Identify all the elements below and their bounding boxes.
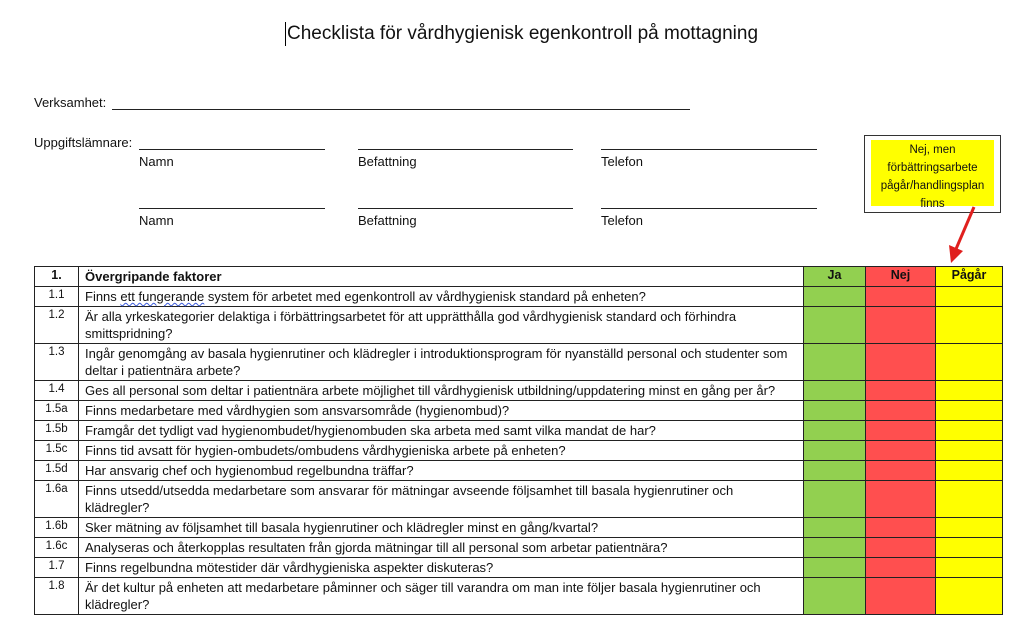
question-text: Är det kultur på enheten att medarbetare påminner och säger till varandra om man inte följer basala hygienrutiner och klädregler?	[79, 578, 804, 615]
telefon-field-line-1[interactable]	[601, 149, 817, 150]
table-row	[35, 578, 1003, 615]
question-text: Finns medarbetare med vårdhygien som ansvarsområde (hygienombud)?	[79, 401, 804, 421]
question-text-part: system för arbetet med egenkontroll av vårdhygienisk standard på enheten?	[204, 289, 646, 304]
answer-pagar-cell[interactable]	[936, 481, 1003, 518]
answer-pagar-cell[interactable]	[936, 558, 1003, 578]
answer-nej-cell[interactable]	[866, 518, 936, 538]
telefon-label-2: Telefon	[601, 213, 643, 228]
question-text-part: Finns	[85, 289, 121, 304]
answer-ja-cell[interactable]	[804, 401, 866, 421]
answer-nej-cell[interactable]	[866, 538, 936, 558]
answer-pagar-cell[interactable]	[936, 421, 1003, 441]
question-text: Analyseras och återkopplas resultaten från gjorda mätningar till all personal som arbetar patientnära?	[79, 538, 804, 558]
befattning-label-1: Befattning	[358, 154, 417, 169]
telefon-label-1: Telefon	[601, 154, 643, 169]
answer-pagar-cell[interactable]	[936, 441, 1003, 461]
question-text: Ingår genomgång av basala hygienrutiner och klädregler i introduktionsprogram för nyanställd personal och studenter som deltar i patientnära arbete?	[79, 344, 804, 381]
answer-pagar-cell[interactable]	[936, 381, 1003, 401]
verksamhet-label: Verksamhet:	[34, 95, 107, 110]
answer-pagar-cell[interactable]	[936, 538, 1003, 558]
answer-pagar-cell[interactable]	[936, 307, 1003, 344]
question-text: Har ansvarig chef och hygienombud regelbundna träffar?	[79, 461, 804, 481]
table-row	[35, 381, 1003, 401]
pagar-note-box	[864, 135, 1001, 213]
namn-label-1: Namn	[139, 154, 174, 169]
section-title: Övergripande faktorer	[79, 267, 804, 287]
question-number: 1.8	[35, 578, 79, 615]
question-text: Framgår det tydligt vad hygienombudet/hygienombuden ska arbeta med samt vilka mandat de har?	[79, 421, 804, 441]
answer-ja-cell[interactable]	[804, 481, 866, 518]
column-pagar-header: Pågår	[936, 267, 1003, 287]
answer-nej-cell[interactable]	[866, 344, 936, 381]
question-number: 1.7	[35, 558, 79, 578]
question-number: 1.6c	[35, 538, 79, 558]
answer-nej-cell[interactable]	[866, 578, 936, 615]
answer-pagar-cell[interactable]	[936, 401, 1003, 421]
answer-ja-cell[interactable]	[804, 307, 866, 344]
question-text: Finns utsedd/utsedda medarbetare som ansvarar för mätningar avseende följsamhet till basala hygienrutiner och klädregler?	[79, 481, 804, 518]
pagar-note-text: Nej, men förbättringsarbete pågår/handlingsplan finns	[871, 140, 994, 206]
question-number: 1.5a	[35, 401, 79, 421]
section-number: 1.	[35, 267, 79, 287]
table-row	[35, 287, 1003, 307]
question-text: Finns tid avsatt för hygien-ombudets/ombudens vårdhygieniska arbete på enheten?	[79, 441, 804, 461]
answer-nej-cell[interactable]	[866, 307, 936, 344]
text-cursor	[285, 22, 286, 46]
table-row	[35, 518, 1003, 538]
answer-ja-cell[interactable]	[804, 558, 866, 578]
answer-nej-cell[interactable]	[866, 401, 936, 421]
column-nej-header: Nej	[866, 267, 936, 287]
answer-pagar-cell[interactable]	[936, 461, 1003, 481]
answer-ja-cell[interactable]	[804, 441, 866, 461]
answer-pagar-cell[interactable]	[936, 578, 1003, 615]
answer-ja-cell[interactable]	[804, 381, 866, 401]
table-row	[35, 461, 1003, 481]
verksamhet-field-line[interactable]	[112, 109, 690, 110]
question-number: 1.6b	[35, 518, 79, 538]
checklist-table	[34, 266, 1003, 615]
question-number: 1.4	[35, 381, 79, 401]
table-row	[35, 481, 1003, 518]
question-number: 1.5d	[35, 461, 79, 481]
table-row	[35, 538, 1003, 558]
answer-nej-cell[interactable]	[866, 381, 936, 401]
question-number: 1.2	[35, 307, 79, 344]
table-row	[35, 344, 1003, 381]
answer-nej-cell[interactable]	[866, 421, 936, 441]
answer-nej-cell[interactable]	[866, 287, 936, 307]
answer-nej-cell[interactable]	[866, 481, 936, 518]
question-text: Finns regelbundna mötestider där vårdhygieniska aspekter diskuteras?	[79, 558, 804, 578]
table-row	[35, 558, 1003, 578]
namn-field-line-2[interactable]	[139, 208, 325, 209]
befattning-field-line-2[interactable]	[358, 208, 573, 209]
question-number: 1.5b	[35, 421, 79, 441]
table-row	[35, 441, 1003, 461]
answer-pagar-cell[interactable]	[936, 287, 1003, 307]
question-text: Är alla yrkeskategorier delaktiga i förbättringsarbetet för att upprätthålla god vårdhygienisk standard och förhindra smittspridning?	[79, 307, 804, 344]
question-number: 1.5c	[35, 441, 79, 461]
question-number: 1.6a	[35, 481, 79, 518]
namn-field-line-1[interactable]	[139, 149, 325, 150]
answer-nej-cell[interactable]	[866, 558, 936, 578]
telefon-field-line-2[interactable]	[601, 208, 817, 209]
question-text	[79, 287, 804, 307]
answer-nej-cell[interactable]	[866, 461, 936, 481]
table-header-row	[35, 267, 1003, 287]
answer-ja-cell[interactable]	[804, 461, 866, 481]
answer-ja-cell[interactable]	[804, 287, 866, 307]
question-number: 1.1	[35, 287, 79, 307]
befattning-field-line-1[interactable]	[358, 149, 573, 150]
table-row	[35, 401, 1003, 421]
answer-nej-cell[interactable]	[866, 441, 936, 461]
document-title: Checklista för vårdhygienisk egenkontroll på mottagning	[287, 23, 759, 44]
answer-ja-cell[interactable]	[804, 421, 866, 441]
answer-pagar-cell[interactable]	[936, 518, 1003, 538]
red-arrow-icon	[945, 205, 985, 265]
question-text: Ges all personal som deltar i patientnära arbete möjlighet till vårdhygienisk utbildning/uppdatering minst en gång per år?	[79, 381, 804, 401]
answer-ja-cell[interactable]	[804, 518, 866, 538]
answer-ja-cell[interactable]	[804, 538, 866, 558]
question-number: 1.3	[35, 344, 79, 381]
namn-label-2: Namn	[139, 213, 174, 228]
table-row	[35, 307, 1003, 344]
answer-ja-cell[interactable]	[804, 578, 866, 615]
answer-pagar-cell[interactable]	[936, 344, 1003, 381]
table-row	[35, 421, 1003, 441]
uppgiftslamnare-label: Uppgiftslämnare:	[34, 135, 133, 150]
spellcheck-marked-text: ett fungerande	[120, 289, 205, 304]
answer-ja-cell[interactable]	[804, 344, 866, 381]
column-ja-header: Ja	[804, 267, 866, 287]
question-text: Sker mätning av följsamhet till basala hygienrutiner och klädregler minst en gång/kvartal?	[79, 518, 804, 538]
befattning-label-2: Befattning	[358, 213, 417, 228]
